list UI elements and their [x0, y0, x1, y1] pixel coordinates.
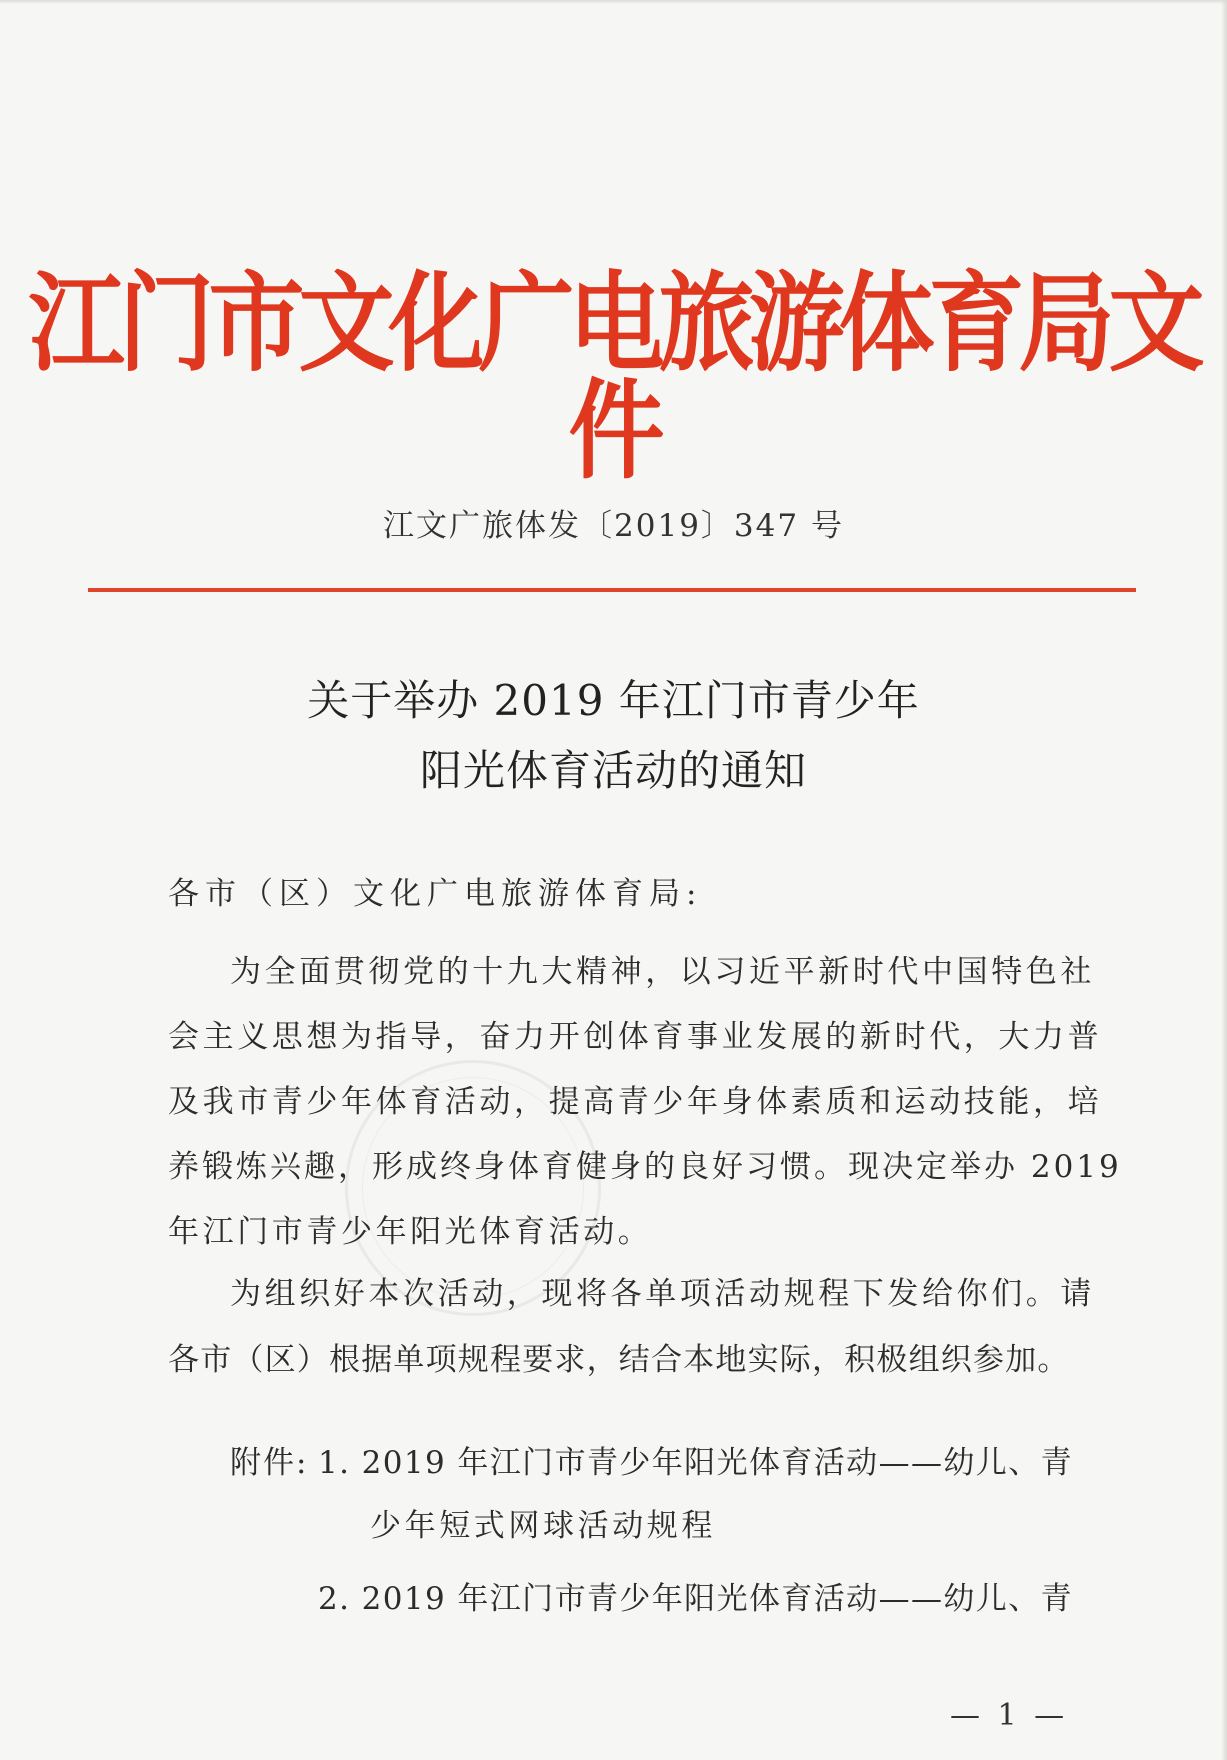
paragraph-2-line: 为组织好本次活动，现将各单项活动规程下发给你们。请 — [230, 1276, 1095, 1312]
attachment-item-1-line-1: 1. 2019 年江门市青少年阳光体育活动——幼儿、青 — [318, 1445, 1073, 1481]
document-masthead: 江门市文化广电旅游体育局文件 — [28, 259, 1199, 494]
attachment-item-2-line-1: 2. 2019 年江门市青少年阳光体育活动——幼儿、青 — [318, 1581, 1073, 1617]
red-divider-rule — [88, 588, 1136, 592]
attachment-item-1-line-2: 少年短式网球活动规程 — [370, 1508, 716, 1544]
scan-edge-top — [0, 0, 1227, 4]
paragraph-1-line: 年江门市青少年阳光体育活动。 — [168, 1214, 653, 1250]
document-title-line-1: 关于举办 2019 年江门市青少年 — [307, 676, 920, 725]
paragraph-1-line: 为全面贯彻党的十九大精神，以习近平新时代中国特色社 — [230, 954, 1095, 990]
paragraph-1-line: 会主义思想为指导，奋力开创体育事业发展的新时代，大力普 — [168, 1019, 1103, 1055]
scan-edge-right — [1221, 0, 1227, 1760]
paragraph-1-line: 及我市青少年体育活动，提高青少年身体素质和运动技能，培 — [168, 1084, 1103, 1120]
salutation: 各市（区）文化广电旅游体育局: — [168, 876, 703, 912]
page-number: — 1 — — [950, 1698, 1069, 1733]
document-title-line-2: 阳光体育活动的通知 — [419, 746, 807, 795]
attachments-label: 附件: — [230, 1445, 309, 1481]
paragraph-1-line: 养锻炼兴趣，形成终身体育健身的良好习惯。现决定举办 2019 — [168, 1149, 1122, 1185]
paragraph-2-line: 各市（区）根据单项规程要求，结合本地实际，积极组织参加。 — [168, 1342, 1070, 1378]
document-number: 江文广旅体发〔2019〕347 号 — [383, 508, 844, 544]
